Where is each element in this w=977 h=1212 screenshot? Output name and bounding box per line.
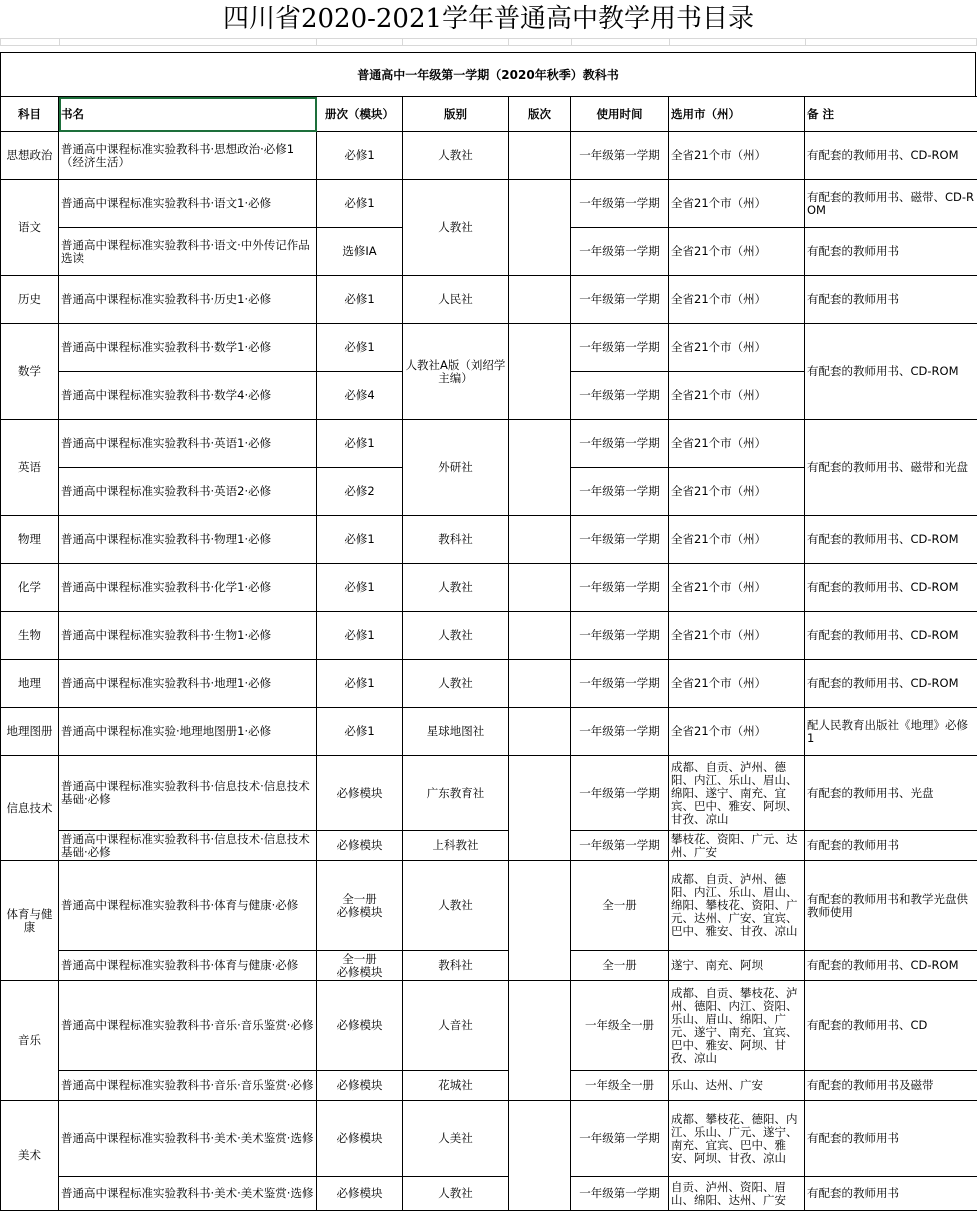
time-cell[interactable]: 一年级第一学期 [571,324,669,372]
cities-cell[interactable]: 全省21个市（州） [669,516,805,564]
book-cell[interactable]: 普通高中课程标准实验教科书·信息技术·信息技术基础·必修 [59,831,317,861]
volume-cell[interactable]: 必修4 [317,372,403,420]
subject-cell[interactable]: 音乐 [1,981,59,1101]
publisher-cell[interactable]: 人教社A版（刘绍学主编） [403,324,509,420]
table-row [1,1071,977,1101]
header-time[interactable]: 使用时间 [571,97,669,132]
cities-cell[interactable]: 成都、自贡、泸州、德阳、内江、乐山、眉山、绵阳、遂宁、南充、宜宾、巴中、雅安、阿坝、甘孜、凉山 [669,756,805,831]
publisher-cell[interactable]: 人教社 [403,612,509,660]
time-cell[interactable]: 一年级第一学期 [571,132,669,180]
publisher-cell[interactable]: 人教社 [403,132,509,180]
publisher-cell[interactable]: 花城社 [403,1071,509,1101]
book-cell[interactable]: 普通高中课程标准实验教科书·音乐·音乐鉴赏·必修 [59,981,317,1071]
time-cell[interactable]: 全一册 [571,861,669,951]
publisher-cell[interactable]: 教科社 [403,951,509,981]
table-row [1,324,977,372]
header-notes[interactable]: 备 注 [805,97,977,132]
note-cell[interactable]: 有配套的教师用书 [805,228,977,276]
subject-cell[interactable]: 英语 [1,420,59,516]
table-row [1,1101,977,1177]
book-cell[interactable]: 普通高中课程标准实验教科书·英语1·必修 [59,420,317,468]
note-cell[interactable]: 有配套的教师用书、磁带、CD-ROM [805,180,977,228]
publisher-cell[interactable]: 外研社 [403,420,509,516]
subject-cell[interactable]: 生物 [1,612,59,660]
volume-cell[interactable]: 必修模块 [317,756,403,831]
header-volume[interactable]: 册次（模块） [317,97,403,132]
cities-cell[interactable]: 全省21个市（州） [669,564,805,612]
table-row [1,831,977,861]
subject-cell[interactable]: 地理 [1,660,59,708]
publisher-cell[interactable]: 人音社 [403,981,509,1071]
table-row [1,981,977,1071]
cities-cell[interactable]: 全省21个市（州） [669,708,805,756]
volume-cell[interactable]: 必修模块 [317,831,403,861]
book-cell[interactable]: 普通高中课程标准实验教科书·语文1·必修 [59,180,317,228]
book-cell[interactable]: 普通高中课程标准实验教科书·体育与健康·必修 [59,861,317,951]
edition-cell[interactable] [509,981,571,1101]
subject-cell[interactable]: 语文 [1,180,59,276]
edition-cell[interactable] [509,420,571,516]
table-row [1,660,977,708]
note-cell[interactable]: 有配套的教师用书、光盘 [805,756,977,831]
volume-cell[interactable]: 必修1 [317,516,403,564]
book-cell[interactable]: 普通高中课程标准实验教科书·地理1·必修 [59,660,317,708]
grid-cell[interactable] [670,39,806,46]
volume-cell[interactable]: 必修1 [317,132,403,180]
table-row [1,516,977,564]
publisher-cell[interactable]: 人教社 [403,660,509,708]
note-cell[interactable]: 有配套的教师用书、磁带和光盘 [805,420,977,516]
cities-cell[interactable]: 成都、自贡、泸州、德阳、内江、乐山、眉山、绵阳、攀枝花、资阳、广元、达州、广安、宜宾、巴中、雅安、甘孜、凉山 [669,861,805,951]
book-cell[interactable]: 普通高中课程标准实验教科书·数学4·必修 [59,372,317,420]
cities-cell[interactable]: 全省21个市（州） [669,324,805,372]
note-cell[interactable]: 有配套的教师用书、CD-ROM [805,951,977,981]
note-cell[interactable]: 有配套的教师用书、CD [805,981,977,1071]
book-cell[interactable]: 普通高中课程标准实验教科书·历史1·必修 [59,276,317,324]
volume-cell[interactable]: 必修模块 [317,1101,403,1177]
note-cell[interactable]: 有配套的教师用书、CD-ROM [805,564,977,612]
book-cell[interactable]: 普通高中课程标准实验教科书·物理1·必修 [59,516,317,564]
volume-cell[interactable]: 必修1 [317,180,403,228]
subject-cell[interactable]: 思想政治 [1,132,59,180]
book-cell[interactable]: 普通高中课程标准实验·地理地图册1·必修 [59,708,317,756]
header-row [1,97,977,132]
cities-cell[interactable]: 全省21个市（州） [669,420,805,468]
edition-cell[interactable] [509,324,571,420]
edition-cell[interactable] [509,180,571,276]
publisher-cell[interactable]: 星球地图社 [403,708,509,756]
volume-cell[interactable]: 选修IA [317,228,403,276]
note-cell[interactable]: 有配套的教师用书及磁带 [805,1071,977,1101]
time-cell[interactable]: 一年级第一学期 [571,372,669,420]
cities-cell[interactable]: 全省21个市（州） [669,468,805,516]
volume-cell[interactable]: 必修模块 [317,1071,403,1101]
edition-cell[interactable] [509,1101,571,1211]
time-cell[interactable]: 一年级第一学期 [571,756,669,831]
volume-cell[interactable]: 必修1 [317,564,403,612]
book-cell[interactable]: 普通高中课程标准实验教科书·体育与健康·必修 [59,951,317,981]
note-cell[interactable]: 配人民教育出版社《地理》必修1 [805,708,977,756]
book-cell[interactable]: 普通高中课程标准实验教科书·生物1·必修 [59,612,317,660]
book-cell[interactable]: 普通高中课程标准实验教科书·英语2·必修 [59,468,317,516]
cities-cell[interactable]: 全省21个市（州） [669,276,805,324]
cities-cell[interactable]: 全省21个市（州） [669,180,805,228]
grid-cell[interactable] [316,39,402,46]
time-cell[interactable]: 一年级全一册 [571,981,669,1071]
cities-cell[interactable]: 攀枝花、资阳、广元、达州、广安 [669,831,805,861]
table-row [1,861,977,951]
note-cell[interactable]: 有配套的教师用书、CD-ROM [805,612,977,660]
time-cell[interactable]: 一年级第一学期 [571,468,669,516]
publisher-cell[interactable]: 人教社 [403,1177,509,1211]
edition-cell[interactable] [509,861,571,981]
time-cell[interactable]: 一年级第一学期 [571,831,669,861]
book-cell[interactable]: 普通高中课程标准实验教科书·美术·美术鉴赏·选修 [59,1101,317,1177]
publisher-cell[interactable]: 人教社 [403,861,509,951]
table-row [1,132,977,180]
volume-cell[interactable]: 必修1 [317,708,403,756]
time-cell[interactable]: 一年级第一学期 [571,612,669,660]
cities-cell[interactable]: 成都、自贡、攀枝花、泸州、德阳、内江、资阳、乐山、眉山、绵阳、广元、遂宁、南充、宜宾、巴中、雅安、阿坝、甘孜、凉山 [669,981,805,1071]
edition-cell[interactable] [509,756,571,861]
cities-cell[interactable]: 全省21个市（州） [669,660,805,708]
publisher-cell[interactable]: 人民社 [403,276,509,324]
publisher-cell[interactable]: 人教社 [403,564,509,612]
header-book-name[interactable]: 书名 [59,97,317,132]
time-cell[interactable]: 一年级全一册 [571,1071,669,1101]
time-cell[interactable]: 全一册 [571,951,669,981]
edition-cell[interactable] [509,564,571,612]
volume-cell[interactable]: 必修模块 [317,1177,403,1211]
subject-cell[interactable]: 历史 [1,276,59,324]
subject-cell[interactable]: 美术 [1,1101,59,1211]
cities-cell[interactable]: 遂宁、南充、阿坝 [669,951,805,981]
book-cell[interactable]: 普通高中课程标准实验教科书·化学1·必修 [59,564,317,612]
empty-grid-row [0,38,977,52]
time-cell[interactable]: 一年级第一学期 [571,660,669,708]
time-cell[interactable]: 一年级第一学期 [571,276,669,324]
edition-cell[interactable] [509,276,571,324]
note-cell[interactable]: 有配套的教师用书、CD-ROM [805,516,977,564]
table-row [1,420,977,468]
grid-cell[interactable] [59,39,316,46]
table-row [1,951,977,981]
edition-cell[interactable] [509,516,571,564]
note-cell[interactable]: 有配套的教师用书和教学光盘供教师使用 [805,861,977,951]
grid-cell[interactable] [1,39,60,46]
header-edition[interactable]: 版次 [509,97,571,132]
note-cell[interactable]: 有配套的教师用书、CD-ROM [805,660,977,708]
book-cell[interactable]: 普通高中课程标准实验教科书·美术·美术鉴赏·选修 [59,1177,317,1211]
publisher-cell[interactable]: 广东教育社 [403,756,509,831]
header-cities[interactable]: 选用市（州） [669,97,805,132]
book-cell[interactable]: 普通高中课程标准实验教科书·音乐·音乐鉴赏·必修 [59,1071,317,1101]
volume-cell[interactable]: 必修1 [317,612,403,660]
header-publisher[interactable]: 版别 [403,97,509,132]
time-cell[interactable]: 一年级第一学期 [571,180,669,228]
subject-cell[interactable]: 地理图册 [1,708,59,756]
volume-cell[interactable]: 必修1 [317,420,403,468]
volume-cell[interactable]: 必修2 [317,468,403,516]
edition-cell[interactable] [509,132,571,180]
volume-cell[interactable]: 必修模块 [317,981,403,1071]
subject-cell[interactable]: 信息技术 [1,756,59,861]
table-row [1,276,977,324]
book-cell[interactable]: 普通高中课程标准实验教科书·数学1·必修 [59,324,317,372]
book-cell[interactable]: 普通高中课程标准实验教科书·信息技术·信息技术基础·必修 [59,756,317,831]
publisher-cell[interactable]: 人美社 [403,1101,509,1177]
note-cell[interactable]: 有配套的教师用书 [805,1177,977,1211]
note-cell[interactable]: 有配套的教师用书 [805,831,977,861]
edition-cell[interactable] [509,660,571,708]
cities-cell[interactable]: 自贡、泸州、资阳、眉山、绵阳、达州、广安 [669,1177,805,1211]
publisher-cell[interactable]: 人教社 [403,180,509,276]
grid-cell[interactable] [509,39,572,46]
table-row [1,564,977,612]
cities-cell[interactable]: 全省21个市（州） [669,132,805,180]
cities-cell[interactable]: 全省21个市（州） [669,372,805,420]
time-cell[interactable]: 一年级第一学期 [571,420,669,468]
cities-cell[interactable]: 全省21个市（州） [669,612,805,660]
volume-cell[interactable]: 必修1 [317,660,403,708]
subject-cell[interactable]: 化学 [1,564,59,612]
volume-cell[interactable]: 全一册 必修模块 [317,861,403,951]
grid-cell[interactable] [403,39,509,46]
book-cell[interactable]: 普通高中课程标准实验教科书·思想政治·必修1（经济生活） [59,132,317,180]
time-cell[interactable]: 一年级第一学期 [571,1177,669,1211]
table-row [1,756,977,831]
volume-cell[interactable]: 必修1 [317,276,403,324]
publisher-cell[interactable]: 教科社 [403,516,509,564]
table-row [1,180,977,228]
header-subject[interactable]: 科目 [1,97,59,132]
edition-cell[interactable] [509,612,571,660]
section-subtitle[interactable]: 普通高中一年级第一学期（2020年秋季）教科书 [0,52,976,96]
grid-cell[interactable] [571,39,669,46]
table-row [1,1177,977,1211]
grid-cell[interactable] [806,39,977,46]
volume-cell[interactable]: 必修1 [317,324,403,372]
note-cell[interactable]: 有配套的教师用书、CD-ROM [805,132,977,180]
cities-cell[interactable]: 乐山、达州、广安 [669,1071,805,1101]
publisher-cell[interactable]: 上科教社 [403,831,509,861]
book-cell[interactable]: 普通高中课程标准实验教科书·语文·中外传记作品选读 [59,228,317,276]
note-cell[interactable]: 有配套的教师用书 [805,276,977,324]
table-row [1,612,977,660]
page-title: 四川省2020-2021学年普通高中教学用书目录 [222,4,755,34]
volume-cell[interactable]: 全一册 必修模块 [317,951,403,981]
time-cell[interactable]: 一年级第一学期 [571,516,669,564]
time-cell[interactable]: 一年级第一学期 [571,228,669,276]
time-cell[interactable]: 一年级第一学期 [571,564,669,612]
note-cell[interactable]: 有配套的教师用书 [805,1101,977,1177]
note-cell[interactable]: 有配套的教师用书、CD-ROM [805,324,977,420]
subject-cell[interactable]: 物理 [1,516,59,564]
subject-cell[interactable]: 数学 [1,324,59,420]
cities-cell[interactable]: 成都、攀枝花、德阳、内江、乐山、广元、遂宁、南充、宜宾、巴中、雅安、阿坝、甘孜、凉山 [669,1101,805,1177]
table-row [1,708,977,756]
edition-cell[interactable] [509,708,571,756]
textbook-table [0,96,977,1211]
time-cell[interactable]: 一年级第一学期 [571,1101,669,1177]
cities-cell[interactable]: 全省21个市（州） [669,228,805,276]
subject-cell[interactable]: 体育与健康 [1,861,59,981]
time-cell[interactable]: 一年级第一学期 [571,708,669,756]
